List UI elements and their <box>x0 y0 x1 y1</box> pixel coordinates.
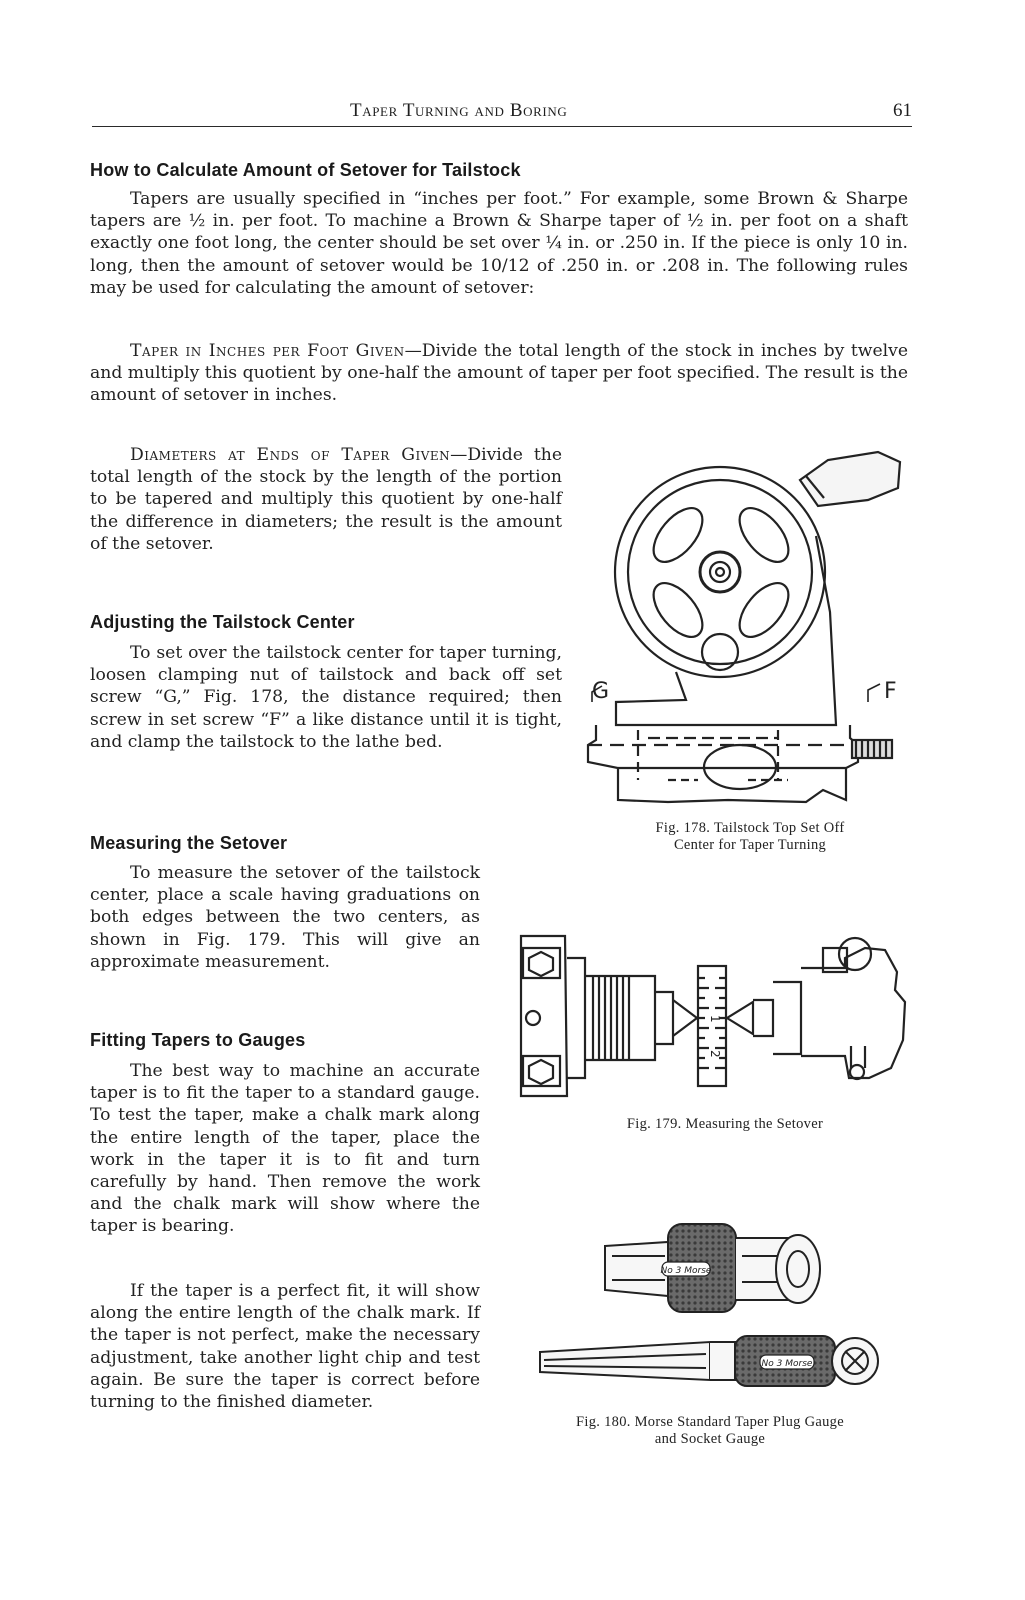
paragraph-measuring-setover: To measure the setover of the tailstock center, place a scale having graduations on both edges between the two centers, as shown in Fig. 179. This will give an approximate measurement. <box>90 863 480 972</box>
label-f: F <box>884 679 897 704</box>
caption-line: Fig. 178. Tailstock Top Set Off <box>655 820 845 836</box>
rule-text: —Divide the total length of the stock in inches by twelve and multiply this quotient by one-half the amount of taper per foot specified. The result is the amount of setover in inches. <box>90 341 908 406</box>
caption-fig179: Fig. 179. Measuring the Setover <box>626 1116 824 1132</box>
running-header <box>92 96 912 127</box>
caption-line: and Socket Gauge <box>654 1431 766 1447</box>
paragraph-setover-intro: Tapers are usually specified in “inches per foot.” For example, some Brown & Sharpe tapers are ½ in. per foot. To machine a Brown & Sharpe taper of ½ in. per foot on a shaft exactly one foot long, the center should be set over ¼ in. or .250 in. If the piece is only 10 in. long, then the amount of setover would be 10/12 of .250 in. or .208 in. The following rules may be used for calculating the amount of setover: <box>90 189 908 298</box>
paragraph-rule-diameters <box>90 444 562 555</box>
section-heading-adjusting-tailstock: Adjusting the Tailstock Center <box>90 612 355 632</box>
taper-gauge-figure <box>530 1216 890 1411</box>
running-title: Taper Turning and Boring <box>350 100 568 121</box>
section-heading-fitting-tapers: Fitting Tapers to Gauges <box>90 1030 306 1050</box>
rule-lead: Taper in Inches per Foot Given <box>130 341 405 361</box>
paragraph-adjusting-tailstock: To set over the tailstock center for taper turning, loosen clamping nut of tailstock and back off set screw “G,” Fig. 178, the distance required; then screw in set screw “F” a like distance until it is tight, and clamp the tailstock to the lathe bed. <box>90 643 562 752</box>
label-g: G <box>592 679 610 704</box>
caption-line: Center for Taper Turning <box>673 837 827 853</box>
rule-lead: Diameters at Ends of Taper Given <box>130 445 451 465</box>
caption-line: Fig. 180. Morse Standard Taper Plug Gauge <box>576 1414 844 1430</box>
scale-mark: 2 <box>708 1050 722 1058</box>
tailstock-figure <box>578 440 918 815</box>
caption-fig180 <box>500 1414 920 1448</box>
rule-text: —Divide the total length of the stock by the length of the portion to be tapered and multiply this quotient by one-half the difference in diameters; the result is the amount of the setover. <box>90 445 562 554</box>
gauge-label: No 3 Morse <box>761 1359 813 1369</box>
paragraph-rule-taper-per-foot <box>90 340 908 407</box>
page-number: 61 <box>893 100 912 121</box>
section-heading-setover-calc: How to Calculate Amount of Setover for Tailstock <box>90 160 521 180</box>
caption-fig178 <box>580 820 920 854</box>
scale-mark: 1 <box>708 1015 722 1023</box>
section-heading-measuring-setover: Measuring the Setover <box>90 833 288 853</box>
paragraph-fitting-tapers-2: If the taper is a perfect fit, it will show along the entire length of the chalk mark. If the taper is not perfect, make the necessary adjustment, take another light chip and test again. Be sure the taper is correct before turning to the finished diameter. <box>90 1281 480 1413</box>
setover-measuring-figure <box>505 928 925 1103</box>
paragraph-fitting-tapers-1: The best way to machine an accurate taper is to fit the taper to a standard gauge. To test the taper, make a chalk mark along the entire length of the taper, place the work in the taper it is to fit and turn carefully by hand. Then remove the work and the chalk mark will show where the taper is bearing. <box>90 1061 480 1237</box>
gauge-label: No 3 Morse <box>660 1266 712 1276</box>
